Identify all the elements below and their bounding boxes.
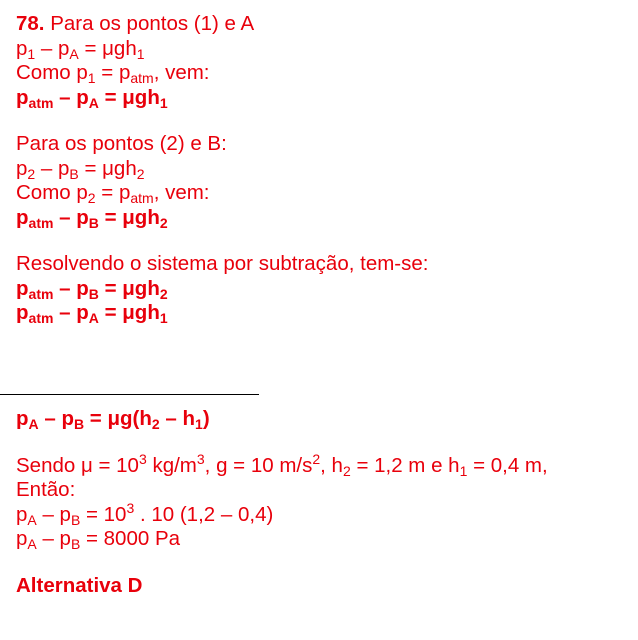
eq-sup: 2 <box>312 450 321 467</box>
eq-text: = 8000 Pa <box>80 527 181 550</box>
eq-sup: 3 <box>196 450 205 467</box>
eq-text: = p <box>95 61 131 84</box>
eq-sub: B <box>73 416 85 432</box>
eq-sub: atm <box>130 190 154 206</box>
eq-text: – p <box>36 527 71 550</box>
eq-text: , vem: <box>153 61 210 84</box>
eq-text: , g = 10 m/s <box>204 453 313 477</box>
eq-text: – p <box>36 502 71 526</box>
eq-text: p <box>16 156 28 180</box>
eq-sub: 2 <box>159 285 168 302</box>
result-equation <box>16 407 636 432</box>
eq-sub: atm <box>28 214 54 231</box>
eq-sub: A <box>88 310 99 326</box>
problem-intro: Para os pontos (1) e A <box>50 12 255 35</box>
eq-text: kg/m <box>146 453 197 477</box>
eq-text: = μgh <box>78 156 137 180</box>
eq-text: – h <box>159 407 196 430</box>
equation-2B <box>16 157 636 182</box>
eq-text: – p <box>53 276 89 300</box>
eq-sub: atm <box>28 285 54 302</box>
eq-text: – p <box>35 36 70 60</box>
eq-sub: atm <box>28 310 54 326</box>
eq-text: ) <box>202 407 210 430</box>
solution-text-lower <box>16 407 636 598</box>
eq-text: = 0,4 m, <box>467 453 548 477</box>
eq-text: – p <box>38 407 74 430</box>
eq-sup: 3 <box>138 450 147 467</box>
eq-sub: atm <box>130 70 154 86</box>
eq-sub: B <box>88 214 99 231</box>
problem-heading <box>16 12 636 37</box>
eq-sub: 2 <box>159 214 168 231</box>
eq-text: = μgh <box>78 36 137 60</box>
como-line-2 <box>16 181 636 206</box>
eq-text: = 1,2 m e h <box>350 453 460 477</box>
eq-sub: A <box>69 45 79 62</box>
eq-sub: 1 <box>27 45 36 62</box>
eq-sub: 1 <box>136 45 145 62</box>
eq-sub: 2 <box>27 165 36 182</box>
eq-text: Como p <box>16 181 88 204</box>
eq-sub: A <box>27 536 37 552</box>
eq-sup: 3 <box>126 499 135 516</box>
solution-text <box>16 12 636 326</box>
eq-text: = p <box>95 181 131 204</box>
eq-text: Sendo μ = 10 <box>16 453 139 477</box>
eq-sub: 2 <box>136 165 145 182</box>
bold-equation-1 <box>16 86 636 111</box>
eq-text: = 10 <box>80 502 127 526</box>
eq-text: , vem: <box>153 181 210 204</box>
eq-sub: 1 <box>159 310 168 326</box>
eq-sub: 1 <box>159 94 168 111</box>
answer-line: Alternativa D <box>16 573 143 597</box>
eq-text: = μgh <box>98 301 160 324</box>
eq-sub: B <box>70 511 81 528</box>
eq-text: p <box>16 205 29 229</box>
eq-text: p <box>16 276 29 300</box>
eq-sub: 1 <box>459 462 468 479</box>
eq-text: = μgh <box>98 205 160 229</box>
eq-sub: A <box>27 511 37 528</box>
eq-text: p <box>16 85 29 109</box>
eq-sub: 1 <box>87 70 96 86</box>
sendo-line <box>16 450 636 479</box>
eq-sub: B <box>69 165 79 182</box>
eq-text: p <box>16 527 28 550</box>
para-2B: Para os pontos (2) e B: <box>16 132 227 155</box>
calc-line-1 <box>16 499 636 528</box>
system-line-1 <box>16 277 636 302</box>
eq-text: . 10 (1,2 – 0,4) <box>134 502 274 526</box>
equation-1A <box>16 37 636 62</box>
eq-sub: 2 <box>87 190 96 206</box>
eq-sub: B <box>88 285 99 302</box>
eq-text: – p <box>53 205 89 229</box>
system-line-2 <box>16 301 636 326</box>
eq-text: , h <box>320 453 343 477</box>
eq-sub: A <box>88 94 99 111</box>
bold-equation-2 <box>16 206 636 231</box>
eq-text: p <box>16 36 28 60</box>
eq-text: = μg(h <box>84 407 152 430</box>
eq-text: = μgh <box>98 85 160 109</box>
resolvendo-line: Resolvendo o sistema por subtração, tem-se: <box>16 252 429 275</box>
eq-sub: atm <box>28 94 54 111</box>
como-line-1 <box>16 61 636 86</box>
eq-text: – p <box>53 301 89 324</box>
eq-text: p <box>16 301 29 324</box>
eq-text: Como p <box>16 61 88 84</box>
eq-text: p <box>16 407 29 430</box>
entao-line: Então: <box>16 478 76 501</box>
calc-line-2 <box>16 527 636 552</box>
eq-sub: 2 <box>342 462 351 479</box>
eq-sub: B <box>70 536 81 552</box>
eq-text: = μgh <box>98 276 160 300</box>
eq-text: – p <box>53 85 89 109</box>
eq-sub: 1 <box>195 416 203 432</box>
eq-text: p <box>16 502 28 526</box>
eq-sub: A <box>28 416 39 432</box>
subtraction-rule <box>0 394 259 395</box>
eq-text: – p <box>35 156 70 180</box>
problem-number: 78. <box>16 12 45 35</box>
eq-sub: 2 <box>151 416 160 432</box>
